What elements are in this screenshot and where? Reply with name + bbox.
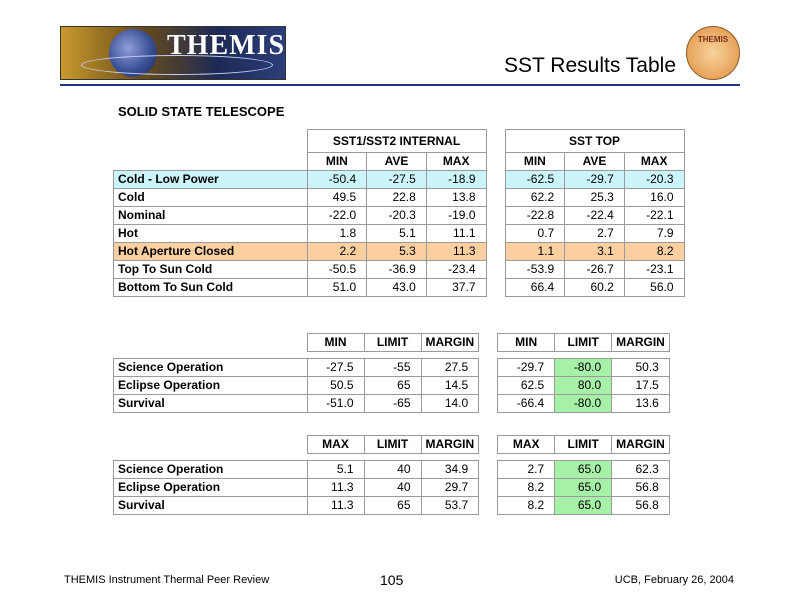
value-cell: 2.2 [307,243,367,261]
value-cell: 8.2 [498,479,555,497]
col-header: MIN [307,153,367,171]
value-cell: -23.4 [426,261,486,279]
value-cell: 62.3 [612,461,670,479]
col-header: MAX [426,153,486,171]
table-row [114,395,670,413]
group-header-top: SST TOP [505,130,684,153]
value-cell: 8.2 [498,497,555,515]
value-cell: -55 [364,359,421,377]
value-cell: 56.8 [612,479,670,497]
col-header: AVE [367,153,427,171]
value-cell: 66.4 [505,279,565,297]
value-cell: 3.1 [565,243,625,261]
value-cell: 65.0 [555,479,612,497]
spacer-cell [486,261,505,279]
value-cell: 43.0 [367,279,427,297]
value-cell: 37.7 [426,279,486,297]
section-title: SOLID STATE TELESCOPE [118,104,285,119]
table-row [114,171,685,189]
value-cell: 29.7 [421,479,479,497]
footer-title: THEMIS Instrument Thermal Peer Review [64,574,270,586]
value-cell: -22.0 [307,207,367,225]
page-number: 105 [380,572,404,588]
spacer-cell [486,130,505,153]
min-limit-table [113,333,670,413]
value-cell: 62.2 [505,189,565,207]
row-label: Science Operation [114,359,308,377]
row-label: Bottom To Sun Cold [114,279,308,297]
value-cell: 65.0 [555,461,612,479]
table-row [114,279,685,297]
table-row [114,479,670,497]
value-cell: -27.5 [367,171,427,189]
table-row [114,189,685,207]
value-cell: 5.1 [367,225,427,243]
value-cell: 65 [364,377,421,395]
col-header: MARGIN [421,334,479,352]
value-cell: 0.7 [505,225,565,243]
value-cell: -66.4 [498,395,555,413]
group-header-internal: SST1/SST2 INTERNAL [307,130,486,153]
value-cell: -23.1 [624,261,684,279]
value-cell: 50.5 [307,377,364,395]
row-label: Survival [114,497,308,515]
table-row [114,243,685,261]
blank-cell [114,153,308,171]
value-cell: 53.7 [421,497,479,515]
value-cell: 8.2 [624,243,684,261]
col-header: MIN [505,153,565,171]
value-cell: 5.3 [367,243,427,261]
value-cell: 16.0 [624,189,684,207]
table-body [114,359,670,413]
col-header: LIMIT [555,334,612,352]
value-cell: -20.3 [367,207,427,225]
themis-logo [60,26,286,80]
value-cell: 2.7 [498,461,555,479]
value-cell: -20.3 [624,171,684,189]
value-cell: -50.4 [307,171,367,189]
value-cell: 56.0 [624,279,684,297]
spacer-cell [486,225,505,243]
temperature-table [113,129,685,297]
value-cell: -80.0 [555,395,612,413]
value-cell: 11.3 [426,243,486,261]
themis-seal-icon [686,26,740,80]
value-cell: -22.8 [505,207,565,225]
value-cell: -29.7 [565,171,625,189]
col-header: MAX [498,436,555,454]
value-cell: 60.2 [565,279,625,297]
col-header: MIN [307,334,364,352]
col-header: LIMIT [555,436,612,454]
col-header: LIMIT [364,334,421,352]
col-header: AVE [565,153,625,171]
table-row [114,261,685,279]
spacer-cell [486,207,505,225]
value-cell: -19.0 [426,207,486,225]
spacer-cell [479,461,498,479]
col-header: MARGIN [612,334,670,352]
row-label: Cold - Low Power [114,171,308,189]
table-row [114,359,670,377]
value-cell: -18.9 [426,171,486,189]
spacer-row [114,454,670,461]
spacer-cell [479,377,498,395]
value-cell: 13.8 [426,189,486,207]
value-cell: 56.8 [612,497,670,515]
value-cell: 14.0 [421,395,479,413]
spacer-cell [479,359,498,377]
col-header: MARGIN [421,436,479,454]
row-label: Nominal [114,207,308,225]
max-limit-table [113,435,670,515]
value-cell: 51.0 [307,279,367,297]
value-cell: -51.0 [307,395,364,413]
table-body [114,171,685,297]
row-label: Eclipse Operation [114,479,308,497]
page-title: SST Results Table [504,54,676,77]
spacer-row [114,352,670,359]
row-label: Hot [114,225,308,243]
spacer-cell [479,479,498,497]
spacer-cell [479,334,498,352]
row-label: Survival [114,395,308,413]
table-row [114,461,670,479]
spacer-cell [479,436,498,454]
footer-date: UCB, February 26, 2004 [614,574,734,586]
table-row [114,225,685,243]
value-cell: -62.5 [505,171,565,189]
seal-text: THEMIS [697,35,729,44]
value-cell: 34.9 [421,461,479,479]
value-cell: 50.3 [612,359,670,377]
spacer-cell [486,171,505,189]
row-label: Science Operation [114,461,308,479]
blank-cell [114,130,308,153]
value-cell: 2.7 [565,225,625,243]
value-cell: 13.6 [612,395,670,413]
table-body [114,461,670,515]
value-cell: 49.5 [307,189,367,207]
blank-cell [114,436,308,454]
value-cell: 25.3 [565,189,625,207]
value-cell: 11.3 [307,497,364,515]
value-cell: 62.5 [498,377,555,395]
value-cell: 14.5 [421,377,479,395]
value-cell: -22.4 [565,207,625,225]
value-cell: -29.7 [498,359,555,377]
col-header: LIMIT [364,436,421,454]
spacer-cell [479,395,498,413]
value-cell: -22.1 [624,207,684,225]
value-cell: -27.5 [307,359,364,377]
value-cell: 40 [364,461,421,479]
spacer-cell [486,279,505,297]
value-cell: 7.9 [624,225,684,243]
spacer-cell [479,497,498,515]
col-header: MIN [498,334,555,352]
row-label: Hot Aperture Closed [114,243,308,261]
value-cell: 27.5 [421,359,479,377]
value-cell: -80.0 [555,359,612,377]
value-cell: 17.5 [612,377,670,395]
value-cell: -53.9 [505,261,565,279]
col-header: MAX [624,153,684,171]
value-cell: 11.3 [307,479,364,497]
value-cell: 11.1 [426,225,486,243]
value-cell: 40 [364,479,421,497]
table-row [114,207,685,225]
row-label: Eclipse Operation [114,377,308,395]
table-row [114,377,670,395]
value-cell: 1.8 [307,225,367,243]
col-header: MAX [307,436,364,454]
header-divider [60,84,740,86]
table-row [114,497,670,515]
value-cell: 65 [364,497,421,515]
value-cell: 80.0 [555,377,612,395]
value-cell: 1.1 [505,243,565,261]
value-cell: -50.5 [307,261,367,279]
row-label: Top To Sun Cold [114,261,308,279]
value-cell: 22.8 [367,189,427,207]
value-cell: 65.0 [555,497,612,515]
row-label: Cold [114,189,308,207]
value-cell: 5.1 [307,461,364,479]
col-header: MARGIN [612,436,670,454]
spacer-cell [486,243,505,261]
value-cell: -26.7 [565,261,625,279]
value-cell: -65 [364,395,421,413]
value-cell: -36.9 [367,261,427,279]
spacer-cell [486,189,505,207]
spacer-cell [486,153,505,171]
logo-text: THEMIS [167,30,286,61]
blank-cell [114,334,308,352]
